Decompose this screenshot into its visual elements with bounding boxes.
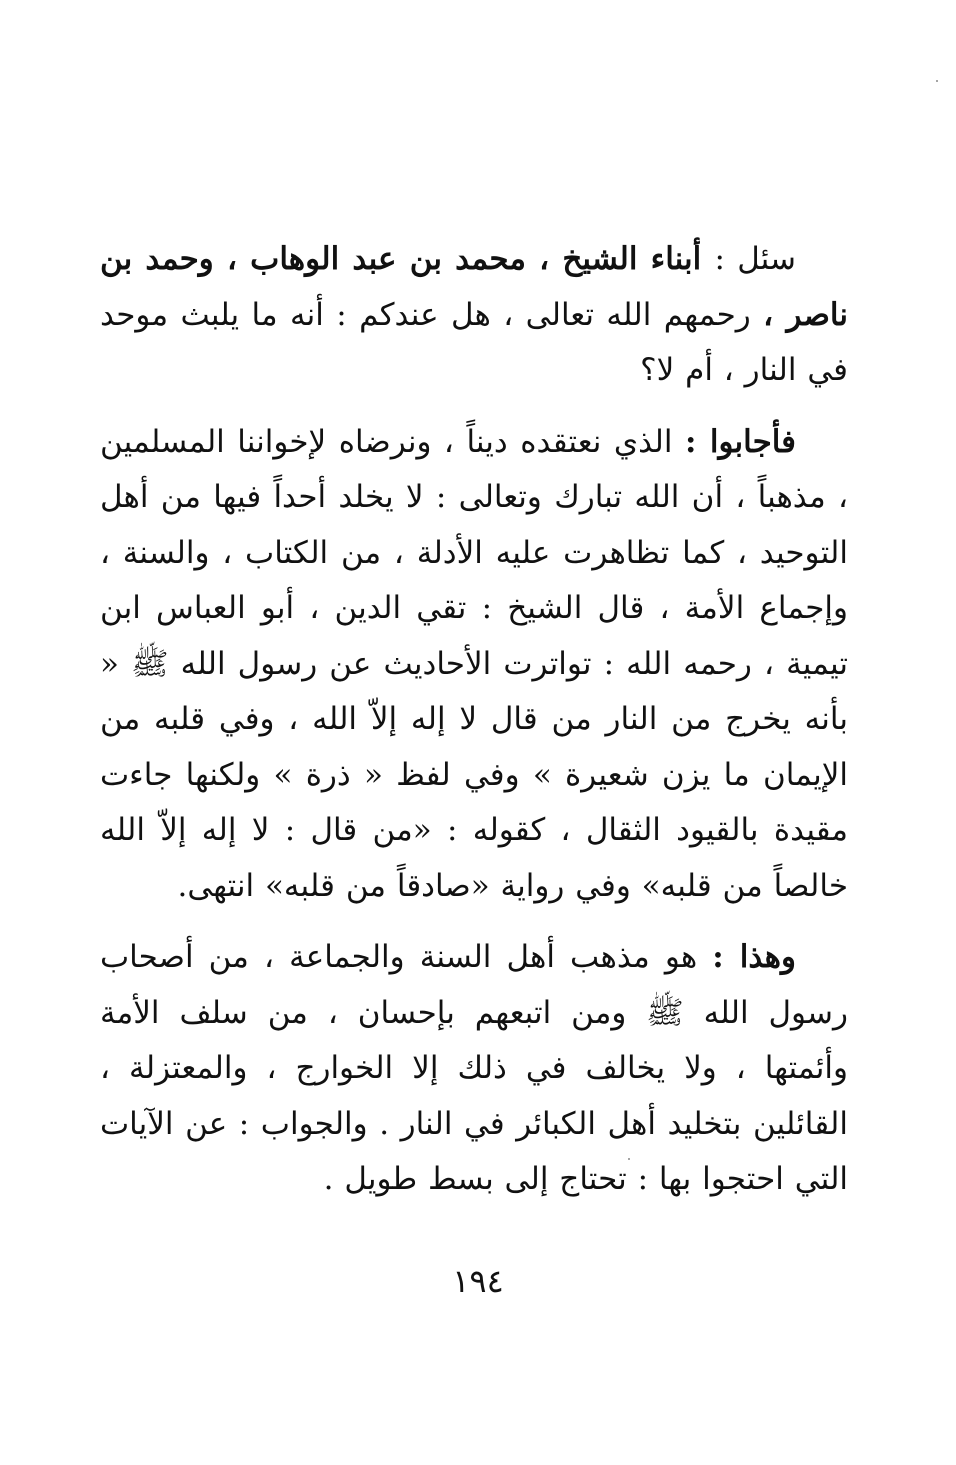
page-body (100, 232, 848, 1208)
paragraph-conclusion (100, 930, 848, 1208)
scan-speck (628, 1158, 630, 1160)
scan-speck (936, 80, 938, 82)
answer-lead: فأجابوا : (684, 423, 796, 460)
conclusion-lead: وهذا : (712, 939, 796, 975)
question-authors: أبناء الشيخ ، محمد بن عبد الوهاب ، وحمد بن ناصر ، (100, 241, 848, 333)
page-number: ١٩٤ (452, 1262, 504, 1300)
paragraph-answer (100, 415, 848, 915)
conclusion-text: هو مذهب أهل السنة والجماعة ، من أصحاب رسول الله ﷺ ومن اتبعهم بإحسان ، من سلف الأمة وأئمتها ، ولا يخالف في ذلك إلا الخوارج ، والمعتزلة ، القائلين بتخليد أهل الكبائر في النار . والجواب : عن الآيات التي احتجوا بها : تحتاج إلى بسط طويل . (100, 939, 848, 1197)
paragraph-question (100, 232, 848, 399)
question-text: رحمهم الله تعالى ، هل عندكم : أنه ما يلبث موحد في النار ، أم لا؟ (100, 296, 848, 388)
answer-text: الذي نعتقده ديناً ، ونرضاه لإخواننا المسلمين ، مذهباً ، أن الله تبارك وتعالى : لا يخلد أحداً فيها من أهل التوحيد ، كما تظاهرت عليه الأدلة ، من الكتاب ، والسنة ، وإجماع الأمة ، قال الشيخ : تقي الدين ، أبو العباس ابن تيمية ، رحمه الله : تواترت الأحاديث عن رسول الله ﷺ « بأنه يخرج من النار من قال لا إله إلاّ الله ، وفي قلبه من الإيمان ما يزن شعيرة » وفي لفظ « ذرة » ولكنها جاءت مقيدة بالقيود الثقال ، كقوله : «من قال : لا إله إلاّ الله خالصاً من قلبه» وفي رواية «صادقاً من قلبه» انتهى. (100, 423, 848, 904)
question-lead: سئل : (714, 241, 796, 277)
